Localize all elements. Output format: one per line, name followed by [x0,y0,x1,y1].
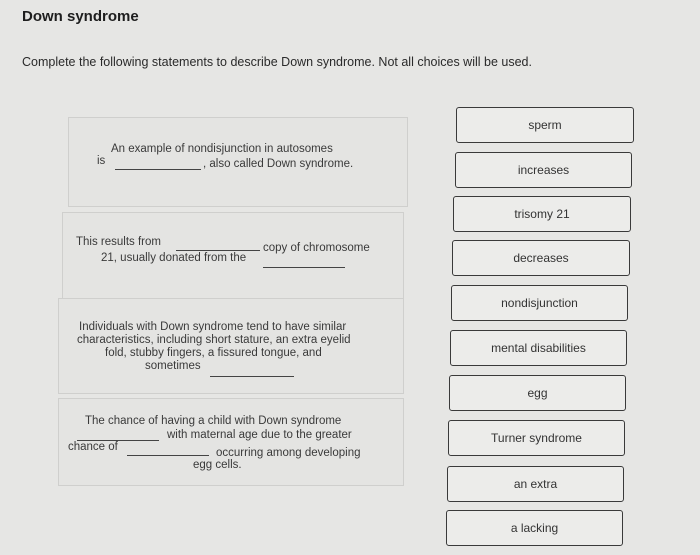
choice-a-lacking[interactable]: a lacking [446,510,623,546]
choice-decreases[interactable]: decreases [452,240,630,276]
statement-text: is [97,155,106,167]
answer-blank[interactable] [210,376,294,377]
statement-text: The chance of having a child with Down syndrome [85,415,342,427]
choice-egg[interactable]: egg [449,375,626,411]
statement-text: sometimes [145,360,201,372]
choice-nondisjunction[interactable]: nondisjunction [451,285,628,321]
choice-mental-disabilities[interactable]: mental disabilities [450,330,627,366]
statement-text: egg cells. [193,459,242,471]
statement-4 [58,398,404,486]
statement-text: copy of chromosome [263,242,370,254]
instructions: Complete the following statements to describe Down syndrome. Not all choices will be used. [22,55,532,69]
choice-trisomy-21[interactable]: trisomy 21 [453,196,631,232]
answer-blank[interactable] [127,455,209,456]
answer-blank[interactable] [263,267,345,268]
choice-an-extra[interactable]: an extra [447,466,624,502]
choice-turner-syndrome[interactable]: Turner syndrome [448,420,625,456]
choice-sperm[interactable]: sperm [456,107,634,143]
statement-text: chance of [68,441,118,453]
statement-text: occurring among developing [216,447,361,459]
statement-text: , also called Down syndrome. [203,158,354,170]
statement-text: characteristics, including short stature, an extra eyelid [77,334,351,346]
answer-blank[interactable] [176,250,260,251]
statement-1 [68,117,408,207]
statement-2 [62,212,404,300]
statement-text: fold, stubby fingers, a fissured tongue, and [105,347,322,359]
statement-text: 21, usually donated from the [101,252,247,264]
answer-blank[interactable] [115,169,201,170]
statement-text: This results from [76,236,161,248]
statement-text: Individuals with Down syndrome tend to have similar [79,321,347,333]
page-title: Down syndrome [22,8,139,25]
statement-text: An example of nondisjunction in autosomes [111,143,333,155]
choice-increases[interactable]: increases [455,152,632,188]
statement-text: with maternal age due to the greater [167,429,352,441]
statement-3 [58,298,404,394]
